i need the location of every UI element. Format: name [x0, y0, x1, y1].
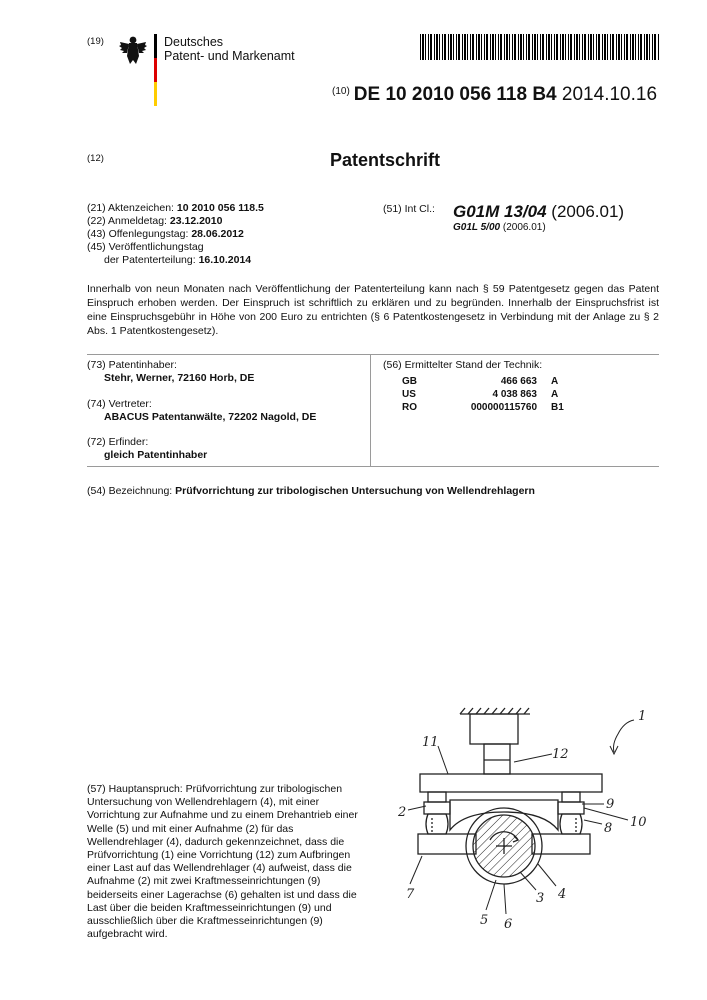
rep-label: (74) Vertreter:	[87, 398, 152, 410]
ipc-main	[453, 202, 624, 222]
office-line-2: Patent- und Markenamt	[164, 49, 295, 63]
divider-vertical	[370, 354, 371, 466]
filing-value: 23.12.2010	[169, 215, 223, 227]
document-number-line	[332, 84, 657, 106]
ref-numeral: 8	[604, 821, 613, 836]
inid-19: (19)	[87, 36, 104, 47]
filing-label: (22) Anmeldetag:	[87, 215, 167, 227]
table-row	[402, 376, 564, 389]
designation	[87, 485, 535, 498]
document-date: 2014.10.16	[561, 84, 658, 105]
citation-number: 4 038 863	[492, 389, 537, 400]
prior-art-label: (56) Ermittelter Stand der Technik:	[383, 359, 543, 371]
inventor-value: gleich Patentinhaber	[104, 449, 208, 461]
owner-value: Stehr, Werner, 72160 Horb, DE	[104, 372, 255, 384]
leader-lines	[408, 720, 634, 914]
flag-gold	[154, 82, 157, 106]
ref-numeral: 7	[406, 887, 415, 902]
ref-numeral: 4	[558, 887, 567, 902]
ipc-sub-version: (2006.01)	[502, 222, 546, 233]
grant-label-2: der Patenterteilung:	[104, 254, 196, 266]
ref-numeral: 5	[480, 913, 489, 928]
app-no-value: 10 2010 056 118.5	[176, 202, 264, 214]
ipc-main-version: (2006.01)	[551, 202, 625, 221]
inventor-label: (72) Erfinder:	[87, 436, 149, 448]
flag-red	[154, 58, 157, 82]
ref-numeral: 2	[398, 805, 407, 820]
grant-value: 16.10.2014	[198, 254, 252, 266]
flag-stripe	[154, 34, 157, 106]
citation-country: GB	[402, 376, 417, 387]
right-force-cell	[558, 792, 584, 834]
citation-country: RO	[402, 402, 417, 413]
ipc-sub	[453, 222, 546, 233]
ipc-sub-code: G01L 5/00	[453, 222, 501, 233]
citation-kind: A	[551, 376, 559, 387]
owner-label: (73) Patentinhaber:	[87, 359, 177, 371]
ref-numeral: 12	[552, 747, 569, 762]
barcode	[420, 34, 660, 60]
opposition-notice: Innerhalb von neun Monaten nach Veröffentlichung der Patenterteilung kann nach § 59 Patentgesetz gegen das Patent Einspruch erhoben werden. Der Einspruch ist schriftlich zu erklären und zu begründen. Innerhalb der Einspruchsfrist ist eine Einspruchsgebühr in Höhe von 200 Euro zu entrichten (§ 6 Patentkostengesetz in Verbindung mit der Anlage zu § 2 Abs. 1 Patentkostengesetz).	[87, 283, 659, 337]
ref-numeral: 9	[606, 797, 615, 812]
flag-black	[154, 34, 157, 58]
divider-top	[87, 354, 659, 355]
office-line-1: Deutsches	[164, 35, 224, 49]
ref-numeral: 3	[536, 891, 545, 906]
citation-number: 000000115760	[470, 402, 537, 413]
owner-block	[87, 359, 254, 385]
load-plate	[420, 774, 602, 792]
citation-country: US	[402, 389, 416, 400]
claim-label: (57) Hauptanspruch:	[87, 783, 183, 795]
ref-numeral: 6	[504, 917, 513, 932]
citation-kind: A	[551, 389, 559, 400]
ref-numeral: 1	[638, 709, 647, 724]
shaft-and-bearing	[466, 808, 542, 884]
pub-value: 28.06.2012	[191, 228, 244, 240]
inventor-block	[87, 436, 207, 462]
inid-10: (10)	[332, 86, 350, 97]
office-name	[164, 35, 295, 63]
main-claim	[87, 783, 365, 941]
intcl-label: (51) Int Cl.:	[383, 203, 435, 215]
ref-numeral: 10	[630, 815, 647, 830]
document-number: DE 10 2010 056 118 B4	[353, 84, 557, 105]
citation-kind: B1	[551, 402, 564, 413]
biblio-left	[87, 202, 264, 267]
claim-text: Prüfvorrichtung zur tribologischen Untersuchung von Wellendrehlagern (4), mit einer Vorrichtung zur Aufnahme und zu einem Drehantrieb einer Welle (5) und mit einer Aufnahme (2) für das Wellendrehlager (4), dadurch gekennzeichnet, dass die Prüfvorrichtung (1) eine Vorrichtung (12) zum Aufbringen einer Last auf das Wellendrehlager (4) aufweist, dass die Aufnahme (2) mit zwei Kraftmesseinrichtungen (9) beiderseits einer Lagerachse (6) gehalten ist und dass die Last über die beiden Kraftmesseinrichtungen (9) und ausschließlich über die Kraftmesseinrichtungen (9) aufgebracht wird.	[87, 783, 358, 941]
rep-value: ABACUS Patentanwälte, 72202 Nagold, DE	[104, 411, 317, 423]
table-row	[402, 389, 564, 402]
designation-value: Prüfvorrichtung zur tribologischen Untersuchung von Wellendrehlagern	[175, 485, 535, 497]
representative-block	[87, 398, 316, 424]
ref-numeral: 11	[422, 735, 439, 750]
designation-label: (54) Bezeichnung:	[87, 485, 173, 497]
load-ram	[460, 708, 530, 774]
patent-drawing	[380, 700, 670, 940]
pub-label: (43) Offenlegungstag:	[87, 228, 189, 240]
prior-art-table	[402, 376, 564, 415]
document-type: Patentschrift	[330, 150, 441, 170]
ipc-main-code: G01M 13/04	[453, 202, 547, 221]
federal-eagle-icon	[118, 34, 148, 66]
grant-label-1: (45) Veröffentlichungstag	[87, 241, 204, 253]
divider-bottom	[87, 466, 659, 467]
table-row	[402, 402, 564, 415]
inid-12: (12)	[87, 153, 104, 164]
app-no-label: (21) Aktenzeichen:	[87, 202, 174, 214]
citation-number: 466 663	[500, 376, 537, 387]
left-force-cell	[424, 792, 450, 834]
